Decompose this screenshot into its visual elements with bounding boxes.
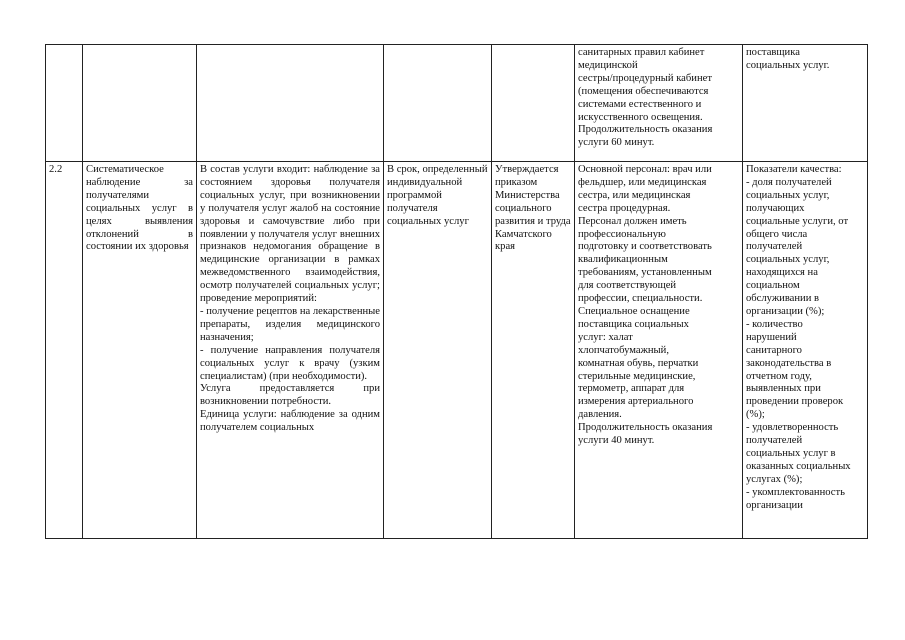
content-paragraph: Услуга предоставляется при возникновении потребности. xyxy=(200,383,380,408)
indicators-line: - количество xyxy=(746,318,803,330)
indicators-line: социальных услуг. xyxy=(746,59,830,71)
conditions-line: Персонал должен иметь xyxy=(578,215,687,227)
indicators-line: организации (%); xyxy=(746,305,825,317)
cell-service-name: Систематическое наблюдение за получателями социальных услуг в целях выявления отклонений в состоянии их здоровья xyxy=(83,162,197,539)
conditions-line: Основной персонал: врач или xyxy=(578,164,712,175)
content-paragraph: Единица услуги: наблюдение за одним получателем социальных xyxy=(200,409,380,434)
cell-service-name xyxy=(83,45,197,162)
cell-approval: Утверждается приказом Министерства социального развития и труда Камчатского края xyxy=(492,162,575,539)
indicators-line: социальных услуг, xyxy=(746,254,830,266)
conditions-line: давления. xyxy=(578,409,622,421)
indicators-line: получателей xyxy=(746,435,803,447)
indicators-line: отчетном году, xyxy=(746,370,812,382)
conditions-line: измерения артериального xyxy=(578,396,694,408)
conditions-line: квалификационным xyxy=(578,254,668,266)
indicators-line: поставщика xyxy=(746,47,800,58)
conditions-line: Продолжительность оказания xyxy=(578,124,713,136)
indicators-line: проведении проверок xyxy=(746,396,844,408)
table-row-continuation xyxy=(46,45,868,162)
cell-service-content xyxy=(197,162,384,539)
indicators-line: выявленных при xyxy=(746,383,821,395)
conditions-line: услуги 40 минут. xyxy=(578,435,655,447)
conditions-line: Продолжительность оказания xyxy=(578,422,713,434)
conditions-line: термометр, аппарат для xyxy=(578,383,685,395)
cell-conditions xyxy=(575,162,743,539)
cell-term: В срок, определенный индивидуальной программой получателя социальных услуг xyxy=(384,162,492,539)
indicators-line: услугах (%); xyxy=(746,473,803,485)
indicators-line: (%); xyxy=(746,409,765,421)
conditions-line: медицинской xyxy=(578,59,638,71)
cell-service-content xyxy=(197,45,384,162)
indicators-line: нарушений xyxy=(746,331,797,343)
cell-number: 2.2 xyxy=(46,162,83,539)
indicators-line: обслуживании в xyxy=(746,293,820,305)
conditions-line: профессиональную xyxy=(578,228,666,240)
indicators-line: общего числа xyxy=(746,228,808,240)
conditions-line: (помещения обеспечиваются xyxy=(578,85,709,97)
conditions-line: услуг: халат xyxy=(578,331,633,343)
conditions-line: комнатная обувь, перчатки xyxy=(578,357,699,369)
conditions-line: сестра процедурная. xyxy=(578,202,671,214)
conditions-line: сестра, или медицинская xyxy=(578,189,691,201)
conditions-line: стерильные медицинские, xyxy=(578,370,696,382)
cell-number xyxy=(46,45,83,162)
indicators-line: находящихся на xyxy=(746,267,818,279)
indicators-line: - укомплектованность xyxy=(746,486,845,498)
indicators-line: социальных услуг в xyxy=(746,447,836,459)
cell-approval xyxy=(492,45,575,162)
indicators-line: организации xyxy=(746,499,803,511)
indicators-line: - удовлетворенность xyxy=(746,422,839,434)
indicators-line: санитарного xyxy=(746,344,802,356)
conditions-line: санитарных правил кабинет xyxy=(578,47,705,58)
conditions-line: для соответствующей xyxy=(578,280,677,292)
indicators-line: оказанных социальных xyxy=(746,460,851,472)
indicators-line: законодательства в xyxy=(746,357,832,369)
content-paragraph: - получение направления получателя социальных услуг к врачу (узким специалистам) (при необходимости). xyxy=(200,344,380,382)
cell-indicators xyxy=(743,162,868,539)
content-paragraph: В состав услуги входит: наблюдение за состоянием здоровья получателя социальных услуг, при возникновении у получателя услуг жалоб на состояние здоровья и самочувствие либо при появлении у получателя услуг внешних признаков недомогания обращение в медицинские организации в рамках межведомственного взаимодействия, осмотр получателей социальных услуг; проведение мероприятий: xyxy=(200,164,380,305)
indicators-line: - доля получателей xyxy=(746,176,832,188)
indicators-line: получающих xyxy=(746,202,805,214)
conditions-line: профессии, специальности. xyxy=(578,293,703,305)
conditions-line: Специальное оснащение xyxy=(578,305,690,317)
indicators-line: социальном xyxy=(746,280,800,292)
cell-conditions xyxy=(575,45,743,162)
indicators-line: социальных услуг, xyxy=(746,189,830,201)
services-table xyxy=(45,44,868,539)
conditions-line: подготовку и соответствовать xyxy=(578,241,712,253)
conditions-line: поставщика социальных xyxy=(578,318,689,330)
conditions-line: хлопчатобумажный, xyxy=(578,344,669,356)
conditions-line: сестры/процедурный кабинет xyxy=(578,72,712,84)
conditions-line: системами естественного и xyxy=(578,98,702,110)
cell-term xyxy=(384,45,492,162)
conditions-line: услуги 60 минут. xyxy=(578,137,655,149)
conditions-line: фельдшер, или медицинская xyxy=(578,176,707,188)
conditions-line: искусственного освещения. xyxy=(578,111,703,123)
indicators-line: получателей xyxy=(746,241,803,253)
cell-indicators xyxy=(743,45,868,162)
indicators-line: социальные услуги, от xyxy=(746,215,849,227)
content-paragraph: - получение рецептов на лекарственные препараты, изделия медицинского назначения; xyxy=(200,305,380,343)
conditions-line: требованиям, установленным xyxy=(578,267,712,279)
table-row-2-2 xyxy=(46,162,868,539)
indicators-line: Показатели качества: xyxy=(746,164,842,175)
